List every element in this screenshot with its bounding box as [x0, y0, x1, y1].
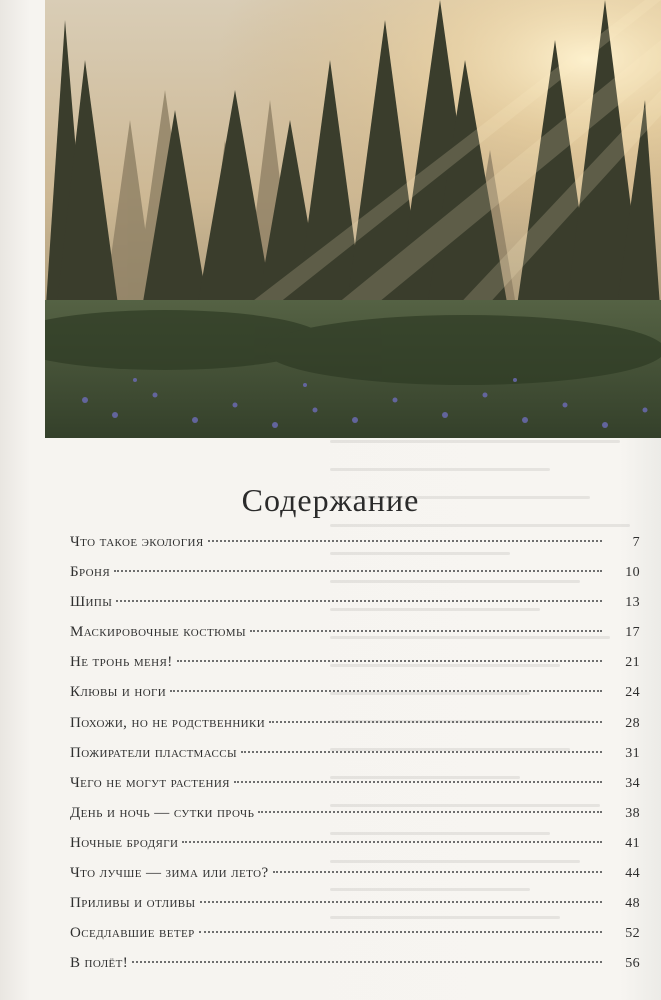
toc-entry-title: Маскировочные костюмы [70, 624, 246, 641]
dot-leader [114, 570, 602, 572]
toc-entry-page: 10 [625, 565, 640, 581]
toc-entry-title: Пожиратели пластмассы [70, 744, 237, 761]
toc-entry-title: Чего не могут растения [70, 774, 230, 791]
toc-entry[interactable] [70, 708, 640, 738]
toc-entry-page: 56 [625, 956, 640, 972]
toc-entry-title: Приливы и отливы [70, 895, 196, 912]
toc-entry-page: 13 [625, 595, 640, 611]
toc-entry-title: Клювы и ноги [70, 684, 167, 701]
toc-entry[interactable] [70, 888, 640, 918]
toc-entry-page: 7 [632, 535, 640, 550]
toc-entry[interactable] [70, 768, 640, 798]
toc-entry-page: 34 [625, 775, 640, 791]
toc-entry[interactable] [70, 587, 640, 617]
toc-entry-title: День и ночь — сутки прочь [70, 804, 255, 821]
dot-leader [258, 811, 602, 813]
toc-entry-page: 28 [625, 715, 640, 731]
toc-entry-page: 17 [625, 625, 640, 641]
toc-entry[interactable] [70, 948, 640, 978]
toc-entry[interactable] [70, 617, 640, 647]
toc-entry-title: Похожи, но не родственники [70, 714, 266, 731]
toc-entry-title: Ночные бродяги [70, 834, 179, 851]
toc-entry-title: Шипы [70, 594, 113, 611]
toc-entry-page: 52 [625, 926, 640, 942]
toc-entry-title: В полёт! [70, 955, 129, 972]
toc-entry[interactable] [70, 858, 640, 888]
toc-entry-title: Что такое экология [70, 534, 204, 550]
toc-entry-title: Броня [70, 564, 111, 581]
toc-entry-page: 31 [625, 745, 640, 761]
toc-entry-page: 21 [625, 655, 640, 671]
toc-entry-page: 38 [625, 805, 640, 821]
toc-entry-title: Что лучше — зима или лето? [70, 865, 269, 882]
dot-leader [208, 540, 602, 542]
dot-leader [269, 721, 602, 723]
toc-entry-title: Оседлавшие ветер [70, 925, 195, 942]
dot-leader [200, 901, 602, 903]
toc-entry[interactable] [70, 527, 640, 557]
dot-leader [170, 690, 602, 692]
toc-entry[interactable] [70, 557, 640, 587]
toc-entry[interactable] [70, 677, 640, 707]
toc-entry-page: 44 [625, 866, 640, 882]
page-title: Содержание [241, 482, 420, 518]
toc-entry-page: 24 [625, 685, 640, 701]
toc-entry[interactable] [70, 647, 640, 677]
toc-entry-title: Не тронь меня! [70, 654, 173, 671]
toc-entry-page: 41 [625, 835, 640, 851]
toc-entry[interactable] [70, 918, 640, 948]
dot-leader [182, 841, 602, 843]
dot-leader [250, 630, 602, 632]
toc-entry-page: 48 [625, 896, 640, 912]
toc-entry[interactable] [70, 798, 640, 828]
dot-leader [177, 660, 602, 662]
forest-meadow-photo [45, 0, 661, 438]
toc-entry[interactable] [70, 738, 640, 768]
dot-leader [234, 781, 602, 783]
table-of-contents [70, 527, 640, 978]
dot-leader [273, 871, 602, 873]
dot-leader [241, 751, 602, 753]
toc-entry[interactable] [70, 828, 640, 858]
dot-leader [132, 961, 602, 963]
dot-leader [199, 931, 602, 933]
dot-leader [116, 600, 602, 602]
